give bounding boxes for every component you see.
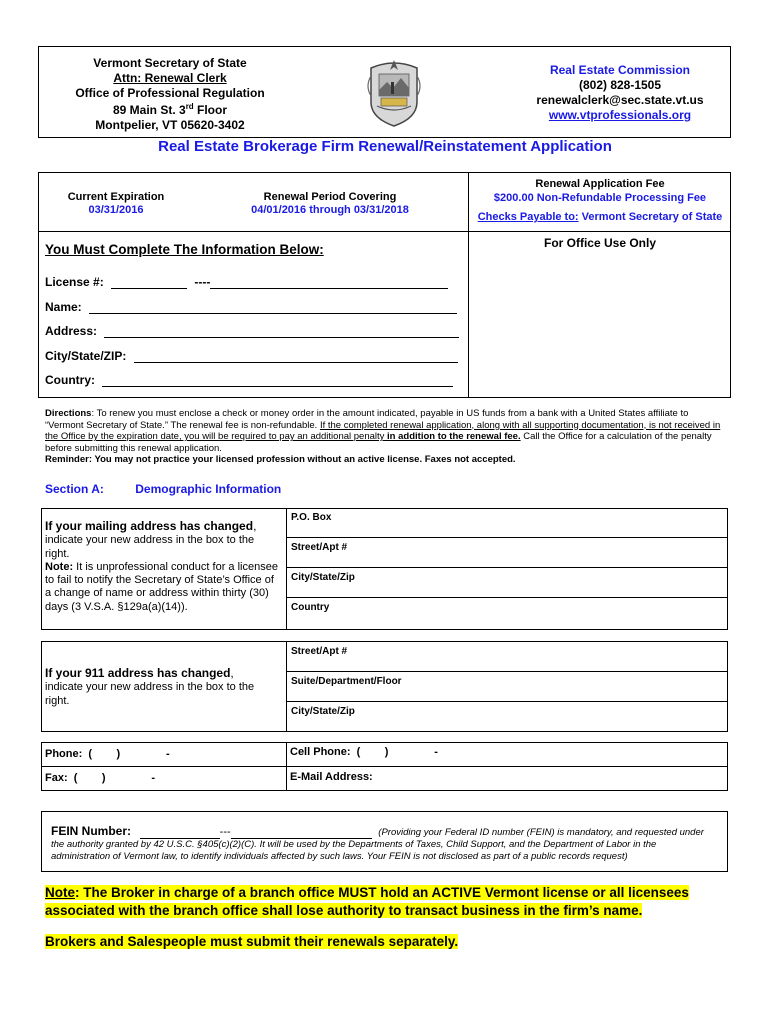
reminder-text: Reminder: You may not practice your licensed profession without an active license. Faxes not accepted. [45,454,516,466]
name-field[interactable] [89,313,457,314]
email-field[interactable]: E-Mail Address: [290,771,373,783]
info-col-divider [468,172,469,398]
city-field[interactable] [134,362,458,363]
header-address [54,56,286,133]
mailing-country-field[interactable] [286,598,728,630]
address-row [45,324,459,338]
city-label: City/State/ZIP: [45,349,127,363]
e911-text: indicate your new address in the box to the right. [45,681,255,707]
vermont-state-seal-icon [363,56,425,130]
branch-office-note: Note: The Broker in charge of a branch office MUST hold an ACTIVE Vermont license or all licensees associated with the branch office shall lose authority to transact business in the firm’s name. [45,885,689,918]
renewal-fee [470,177,730,224]
mailing-note: Note: It is unprofessional conduct for a licensee to fail to notify the Secretary of State’s Office of a change of name or address within thirty (30) days (3 V.S.A. §129a(a)(14)). [45,560,278,613]
separate-renewals-note: Brokers and Salespeople must submit their renewals separately. [45,934,459,949]
name-row [45,300,457,314]
mailing-text: indicate your new address in the box to the right. [45,534,255,560]
section-a-heading [45,482,281,496]
e911-instructions [45,667,279,708]
address-field[interactable] [104,337,459,338]
fein-label: FEIN Number: [51,824,132,838]
po-box-field[interactable] [286,508,728,538]
commission-phone: (802) 828-1505 [578,78,662,92]
country-label: Country: [45,373,95,387]
fein-text: (Providing your Federal ID number (FEIN) is mandatory, and requested under the authority granted by 42 U.S.C. §405(c)(2)(C). It will be used by the Departments of Taxes, Child Support, and the Department of Labor in the administration of Vermont law, to identify individuals affected by such laws. Your FEIN is not disclosed as part of a public records request) [51,827,704,862]
address-line-3: Office of Professional Regulation [75,85,265,100]
note-label: Note [45,885,75,900]
commission-website-link[interactable]: www.vtprofessionals.org [548,108,692,122]
page-title: Real Estate Brokerage Firm Renewal/Reinstatement Application [158,138,612,155]
section-a-title: Demographic Information [135,482,282,496]
renewal-fee-value: $200.00 Non-Refundable Processing Fee [493,192,707,204]
fein-dashes: --- [219,826,231,838]
checks-payable: Checks Payable to: Vermont Secretary of State [477,211,723,223]
renewal-fee-label: Renewal Application Fee [535,178,665,190]
mailing-street-field[interactable] [286,538,728,568]
renewal-period-label: Renewal Period Covering [263,191,397,203]
e911-heading: If your 911 address has changed, [45,666,234,680]
e911-city-label: City/State/Zip [291,706,355,717]
fax-field[interactable]: Fax: ( ) - [45,772,156,784]
e911-street-field[interactable] [286,641,728,672]
country-field[interactable] [102,386,453,387]
country-row [45,373,453,387]
cell-phone-field[interactable]: Cell Phone: ( ) - [290,746,438,758]
commission-contact [516,63,724,123]
address-line-4: 89 Main St. 3rd Floor [112,102,228,118]
mailing-street-label: Street/Apt # [291,542,348,553]
fee-divider [468,231,731,232]
current-expiration [58,191,174,217]
mailing-instructions [45,520,279,614]
license-label: License #: [45,275,104,289]
info-row-divider [38,231,469,232]
current-expiration-value: 03/31/2016 [88,204,144,216]
commission-name: Real Estate Commission [549,63,691,77]
address-label: Address: [45,324,98,338]
license-dashes: ---- [194,275,211,289]
current-expiration-label: Current Expiration [67,191,165,203]
phone-field[interactable]: Phone: ( ) - [45,748,170,760]
address-line-1: Vermont Secretary of State [93,56,247,70]
fein-section [51,826,718,862]
address-line-2: Attn: Renewal Clerk [113,70,227,85]
city-row [45,349,458,363]
license-number-field[interactable] [111,288,187,289]
e911-street-label: Street/Apt # [291,646,348,657]
renewal-period-value: 04/01/2016 through 03/31/2018 [251,204,409,216]
contact-row-divider [41,766,728,767]
po-box-label: P.O. Box [291,512,332,523]
office-use-label: For Office Use Only [543,236,657,250]
must-complete-heading: You Must Complete The Information Below: [45,242,324,257]
section-a-label: Section A: [45,482,104,496]
renewal-period [232,191,428,217]
address-line-5: Montpelier, VT 05620-3402 [95,118,245,133]
mailing-city-label: City/State/Zip [291,572,355,583]
name-label: Name: [45,300,82,314]
directions: Directions: To renew you must enclose a check or money order in the amount indicated, payable in US funds from a bank with a United States affiliate to “Vermont Secretary of State.” The renewal fee is non-refundable. If the completed renewal application, along with all supporting documentation, is not received in the Office by the expiration date, you will be required to pay an additional penalty in addition to the renewal fee. Call the Office for a calculation of the penalty before submitting this renewal application. Reminder: You may not practice your licensed profession without an active license. Faxes not accepted. [45,408,725,466]
license-row [45,275,448,289]
commission-email[interactable]: renewalclerk@sec.state.vt.us [536,93,704,107]
directions-label: Directions [45,408,92,419]
e911-suite-label: Suite/Department/Floor [291,676,402,687]
mailing-country-label: Country [291,602,330,613]
license-suffix-field[interactable] [210,288,448,289]
mailing-heading: If your mailing address has changed, [45,519,257,533]
